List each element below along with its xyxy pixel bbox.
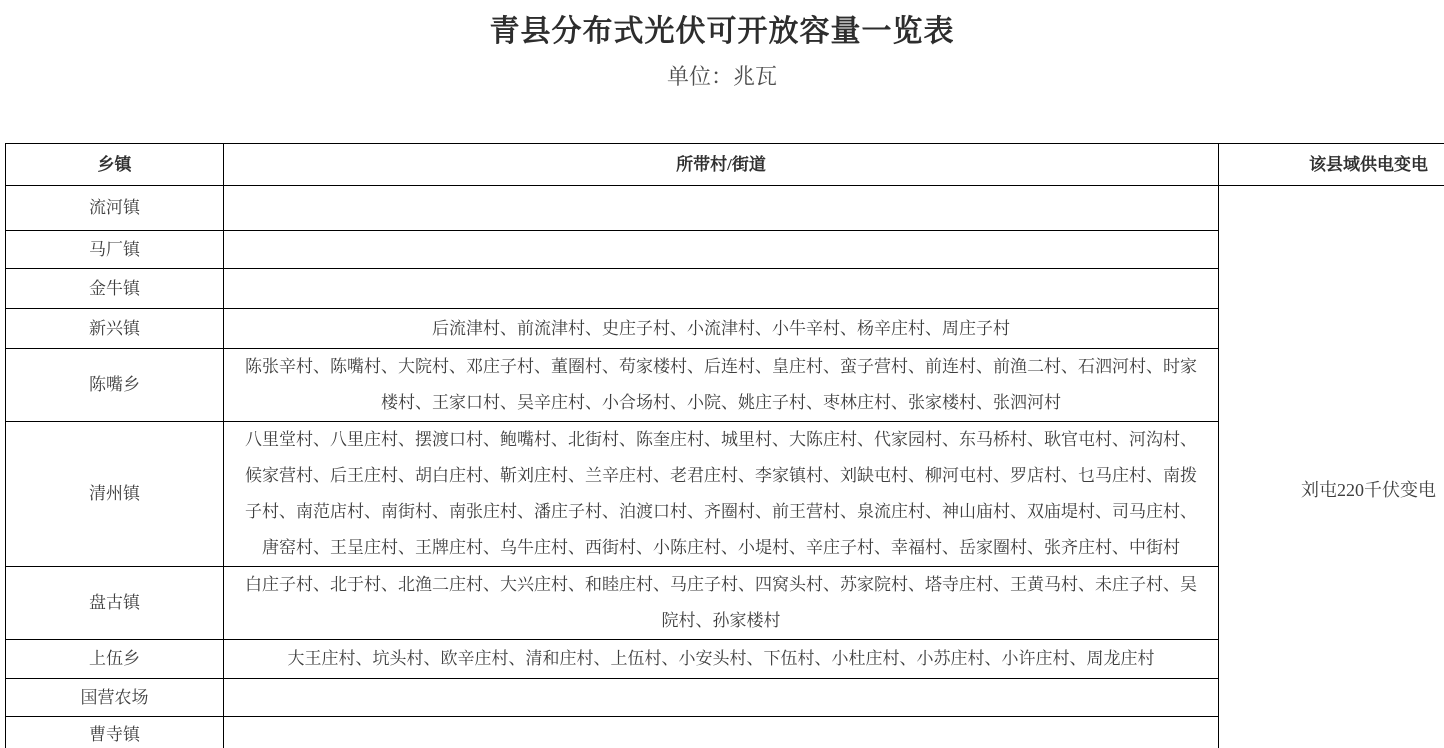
header-substation: 该县域供电变电: [1219, 144, 1444, 186]
substation-cell: 刘屯220千伏变电: [1219, 186, 1444, 748]
table-row: [6, 186, 1444, 231]
township-cell: 上伍乡: [6, 640, 224, 679]
township-cell: 陈嘴乡: [6, 349, 224, 422]
table-header-row: [6, 144, 1444, 186]
villages-cell: 八里堂村、八里庄村、摆渡口村、鲍嘴村、北街村、陈奎庄村、城里村、大陈庄村、代家园村、东马桥村、耿官屯村、河沟村、候家营村、后王庄村、胡白庄村、靳刘庄村、兰辛庄村、老君庄村、李家镇村、刘缺屯村、柳河屯村、罗店村、乜马庄村、南拨子村、南范店村、南街村、南张庄村、潘庄子村、泊渡口村、齐圈村、前王营村、泉流庄村、神山庙村、双庙堤村、司马庄村、唐窑村、王呈庄村、王牌庄村、乌牛庄村、西街村、小陈庄村、小堤村、辛庄子村、幸福村、岳家圈村、张齐庄村、中街村: [224, 422, 1219, 567]
villages-cell: 白庄子村、北于村、北渔二庄村、大兴庄村、和睦庄村、马庄子村、四窝头村、苏家院村、塔寺庄村、王黄马村、未庄子村、吴院村、孙家楼村: [224, 567, 1219, 640]
unit-label: 单位：兆瓦: [666, 64, 777, 89]
page-title: 青县分布式光伏可开放容量一览表: [489, 15, 955, 48]
villages-cell: 大王庄村、坑头村、欧辛庄村、清和庄村、上伍村、小安头村、下伍村、小杜庄村、小苏庄村、小许庄村、周龙庄村: [224, 640, 1219, 679]
township-cell: 盘古镇: [6, 567, 224, 640]
township-cell: 曹寺镇: [6, 717, 224, 748]
township-cell: 流河镇: [6, 186, 224, 231]
villages-cell: [224, 231, 1219, 269]
township-cell: 新兴镇: [6, 309, 224, 349]
villages-cell: 陈张辛村、陈嘴村、大院村、邓庄子村、董圈村、苟家楼村、后连村、皇庄村、蛮子营村、前连村、前渔二村、石泗河村、时家楼村、王家口村、吴辛庄村、小合场村、小院、姚庄子村、枣林庄村、张家楼村、张泗河村: [224, 349, 1219, 422]
villages-cell: [224, 186, 1219, 231]
capacity-table: [5, 143, 1444, 748]
villages-cell: 后流津村、前流津村、史庄子村、小流津村、小牛辛村、杨辛庄村、周庄子村: [224, 309, 1219, 349]
villages-cell: [224, 679, 1219, 717]
villages-cell: [224, 717, 1219, 748]
villages-cell: [224, 269, 1219, 309]
township-cell: 马厂镇: [6, 231, 224, 269]
header-township: 乡镇: [6, 144, 224, 186]
township-cell: 金牛镇: [6, 269, 224, 309]
township-cell: 国营农场: [6, 679, 224, 717]
township-cell: 清州镇: [6, 422, 224, 567]
header-villages: 所带村/街道: [224, 144, 1219, 186]
